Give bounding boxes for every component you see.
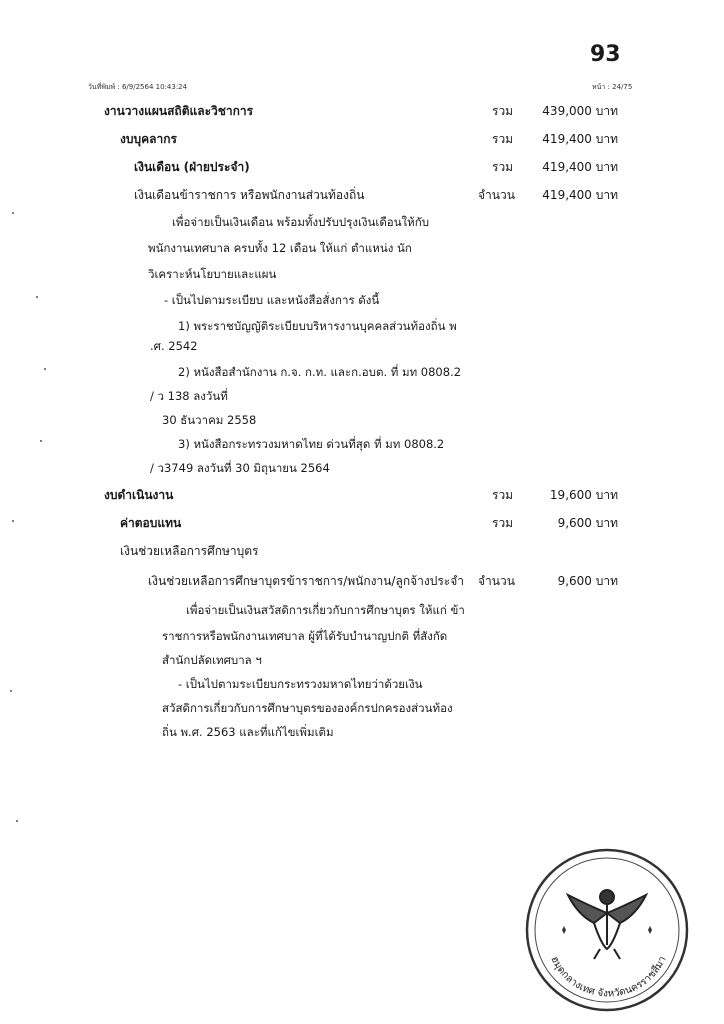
row-title-operations: งบดำเนินงาน xyxy=(104,488,174,502)
print-date: วันที่พิมพ์ : 6/9/2564 10:43:24 xyxy=(88,83,188,91)
row-title-compensation: ค่าตอบแทน xyxy=(120,516,182,530)
para1-line: เพื่อจ่ายเป็นเงินเดือน พร้อมทั้งปรับปรุงเงินเดือนให้กับ xyxy=(172,215,430,229)
row-amount-operations: 19,600 บาท xyxy=(549,488,618,502)
scan-speck xyxy=(40,440,42,442)
para1-line: .ศ. 2542 xyxy=(150,339,198,353)
para1-line: วิเคราะห์นโยบายและแผน xyxy=(148,267,277,281)
scan-speck xyxy=(44,368,46,370)
row-label-planning: รวม xyxy=(492,104,514,118)
subheading-education-aid: เงินช่วยเหลือการศึกษาบุตร xyxy=(120,544,259,558)
para1-line: 3) หนังสือกระทรวงมหาดไทย ด่วนที่สุด ที่ มท 0808.2 xyxy=(178,437,445,451)
row-title-planning: งานวางแผนสถิติและวิชาการ xyxy=(104,104,254,118)
para1-line: 1) พระราชบัญญัติระเบียบบริหารงานบุคคลส่วนท้องถิ่น พ xyxy=(178,319,457,333)
row-label-operations: รวม xyxy=(492,488,514,502)
scan-speck xyxy=(16,820,18,822)
row-amount-compensation: 9,600 บาท xyxy=(557,516,618,530)
para1-line: / ว 138 ลงวันที่ xyxy=(150,389,228,403)
para2-line: เพื่อจ่ายเป็นเงินสวัสดิการเกี่ยวกับการศึกษาบุตร ให้แก่ ข้า xyxy=(186,603,465,617)
row-amount-education-aid: 9,600 บาท xyxy=(557,574,618,588)
para1-line: / ว3749 ลงวันที่ 30 มิถุนายน 2564 xyxy=(150,461,330,475)
row-label-salary: รวม xyxy=(492,160,514,174)
row-title-civil-salary: เงินเดือนข้าราชการ หรือพนักงานส่วนท้องถิ่น xyxy=(134,188,365,202)
scan-speck xyxy=(12,520,14,522)
row-title-education-aid: เงินช่วยเหลือการศึกษาบุตรข้าราชการ/พนักงาน/ลูกจ้างประจำ xyxy=(148,574,464,588)
scan-speck xyxy=(10,690,12,692)
para2-line: สำนักปลัดเทศบาล ฯ xyxy=(162,653,262,667)
row-label-compensation: รวม xyxy=(492,516,514,530)
row-title-personnel: งบบุคลากร xyxy=(120,132,177,146)
para1-line: - เป็นไปตามระเบียบ และหนังสือสั่งการ ดังนี้ xyxy=(164,293,380,307)
para2-line: - เป็นไปตามระเบียบกระทรวงมหาดไทยว่าด้วยเงิน xyxy=(178,677,423,691)
row-amount-civil-salary: 419,400 บาท xyxy=(542,188,618,202)
seal-text: ฮมุดกลางเทศ จังหวัดนครราชสีมา xyxy=(548,954,669,1000)
row-amount-planning: 439,000 บาท xyxy=(542,104,618,118)
row-amount-salary: 419,400 บาท xyxy=(542,160,618,174)
row-title-salary: เงินเดือน (ฝ่ายประจำ) xyxy=(134,160,250,174)
page-number: 93 xyxy=(590,42,621,67)
official-seal-icon xyxy=(522,845,692,1015)
svg-text:ฮมุดกลางเทศ จังหวัดนครราชสีมา xyxy=(548,955,668,1000)
para1-line: พนักงานเทศบาล ครบทั้ง 12 เดือน ให้แก่ ตำแหน่ง นัก xyxy=(148,241,412,255)
row-label-personnel: รวม xyxy=(492,132,514,146)
row-label-civil-salary: จำนวน xyxy=(478,188,515,202)
row-label-education-aid: จำนวน xyxy=(478,574,515,588)
para2-line: ราชการหรือพนักงานเทศบาล ผู้ที่ได้รับบำนาญปกติ ที่สังกัด xyxy=(162,629,448,643)
para2-line: สวัสดิการเกี่ยวกับการศึกษาบุตรขององค์กรปกครองส่วนท้อง xyxy=(162,701,453,715)
row-amount-personnel: 419,400 บาท xyxy=(542,132,618,146)
page-of: หน้า : 24/75 xyxy=(592,83,633,91)
scan-speck xyxy=(36,296,38,298)
para1-line: 30 ธันวาคม 2558 xyxy=(162,413,257,427)
para1-line: 2) หนังสือสำนักงาน ก.จ. ก.ท. และก.อบต. ที่ มท 0808.2 xyxy=(178,365,462,379)
scan-speck xyxy=(12,212,14,214)
para2-line: ถิ่น พ.ศ. 2563 และที่แก้ไขเพิ่มเติม xyxy=(162,725,334,739)
